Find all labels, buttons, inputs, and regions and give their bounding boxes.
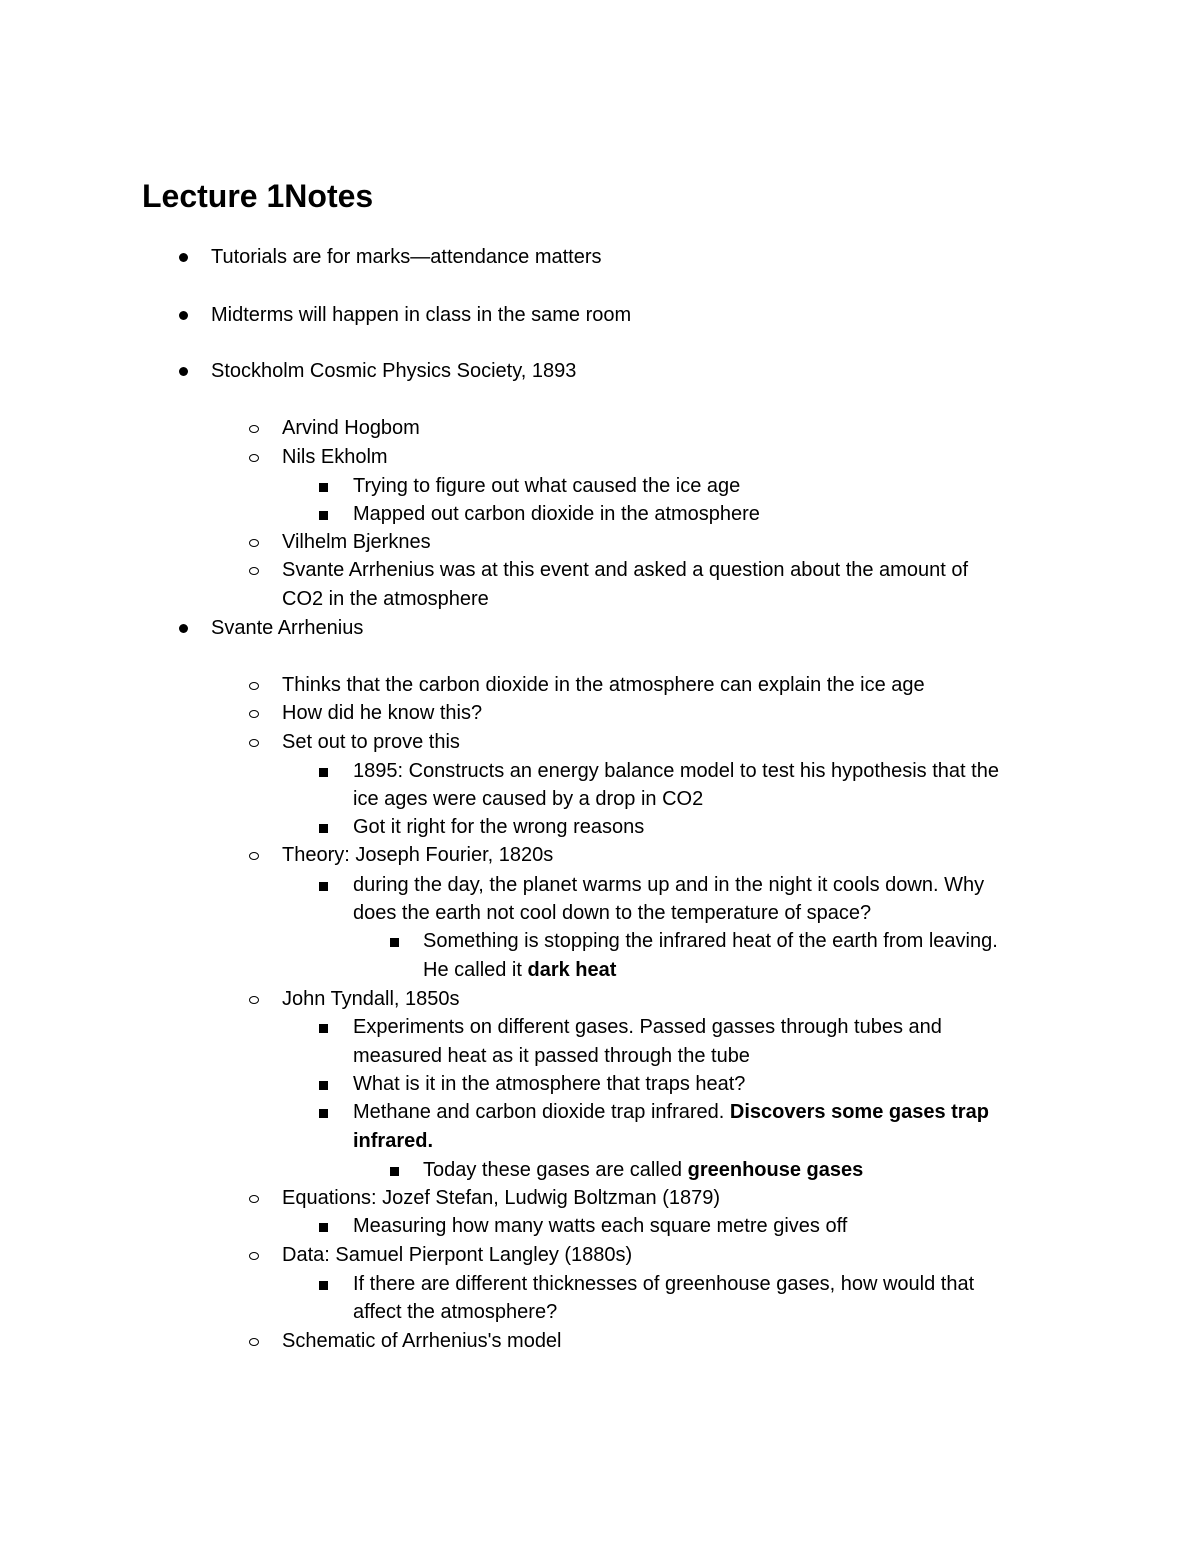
list-item: Tutorials are for marks—attendance matters [211, 246, 602, 268]
item-text: He called it [423, 959, 528, 981]
list-item: Measuring how many watts each square metre gives off [353, 1215, 848, 1237]
bold-term: dark heat [527, 959, 617, 981]
list-item: Vilhelm Bjerknes [282, 531, 431, 553]
circle-bullet-icon [249, 567, 259, 575]
square-bullet-icon [319, 1223, 328, 1232]
circle-bullet-icon [249, 539, 259, 547]
circle-bullet-icon [249, 996, 259, 1004]
circle-bullet-icon [249, 1252, 259, 1260]
list-item: Experiments on different gases. Passed gasses through tubes and [353, 1016, 942, 1038]
circle-bullet-icon [249, 739, 259, 747]
list-item: Got it right for the wrong reasons [353, 816, 645, 838]
list-item: Svante Arrhenius was at this event and asked a question about the amount of [282, 559, 969, 581]
list-item: Something is stopping the infrared heat of the earth from leaving. [423, 930, 998, 952]
bold-term: greenhouse gases [687, 1159, 864, 1181]
list-item [353, 1098, 989, 1126]
list-item: If there are different thicknesses of greenhouse gases, how would that [353, 1273, 975, 1295]
item-text: Today these gases are called [423, 1159, 688, 1181]
circle-bullet-icon [249, 682, 259, 690]
square-bullet-icon [319, 483, 328, 492]
list-item: 1895: Constructs an energy balance model to test his hypothesis that the [353, 760, 999, 782]
disc-bullet-icon [179, 624, 188, 633]
item-text: Methane and carbon dioxide trap infrared. [353, 1101, 730, 1123]
square-bullet-icon [319, 768, 328, 777]
list-item: Theory: Joseph Fourier, 1820s [282, 844, 554, 866]
list-item [423, 1156, 863, 1184]
square-bullet-icon [319, 1281, 328, 1290]
square-bullet-icon [390, 938, 399, 947]
list-item: Thinks that the carbon dioxide in the atmosphere can explain the ice age [282, 674, 925, 696]
list-item: Mapped out carbon dioxide in the atmosphere [353, 503, 760, 525]
bold-term: Discovers some gases trap [729, 1101, 989, 1123]
list-item: Svante Arrhenius [211, 617, 364, 639]
disc-bullet-icon [179, 311, 188, 320]
square-bullet-icon [319, 1024, 328, 1033]
circle-bullet-icon [249, 852, 259, 860]
list-item: during the day, the planet warms up and in the night it cools down. Why [353, 874, 985, 896]
list-item: Midterms will happen in class in the same room [211, 304, 632, 326]
circle-bullet-icon [249, 425, 259, 433]
circle-bullet-icon [249, 1338, 259, 1346]
list-item: What is it in the atmosphere that traps heat? [353, 1073, 746, 1095]
list-item: Data: Samuel Pierpont Langley (1880s) [282, 1244, 633, 1266]
list-item-continuation: infrared. [353, 1130, 434, 1152]
list-item-continuation: CO2 in the atmosphere [282, 588, 489, 610]
list-item-continuation: ice ages were caused by a drop in CO2 [353, 788, 704, 810]
list-item: How did he know this? [282, 702, 483, 724]
square-bullet-icon [319, 511, 328, 520]
list-item: Equations: Jozef Stefan, Ludwig Boltzman (1879) [282, 1187, 721, 1209]
square-bullet-icon [319, 824, 328, 833]
disc-bullet-icon [179, 367, 188, 376]
list-item-continuation: does the earth not cool down to the temperature of space? [353, 902, 872, 924]
page-title: Lecture 1Notes [142, 178, 374, 214]
list-item: Arvind Hogbom [282, 417, 420, 439]
list-item: Schematic of Arrhenius's model [282, 1330, 562, 1352]
disc-bullet-icon [179, 253, 188, 262]
square-bullet-icon [319, 1081, 328, 1090]
circle-bullet-icon [249, 454, 259, 462]
list-item-continuation: affect the atmosphere? [353, 1301, 558, 1323]
square-bullet-icon [390, 1167, 399, 1176]
list-item: Trying to figure out what caused the ice age [353, 475, 741, 497]
circle-bullet-icon [249, 710, 259, 718]
list-item-continuation [423, 956, 616, 984]
square-bullet-icon [319, 882, 328, 891]
list-item: John Tyndall, 1850s [282, 988, 460, 1010]
circle-bullet-icon [249, 1195, 259, 1203]
list-item-continuation: measured heat as it passed through the tube [353, 1045, 750, 1067]
list-item: Nils Ekholm [282, 446, 388, 468]
list-item: Set out to prove this [282, 731, 460, 753]
square-bullet-icon [319, 1109, 328, 1118]
list-item: Stockholm Cosmic Physics Society, 1893 [211, 360, 577, 382]
